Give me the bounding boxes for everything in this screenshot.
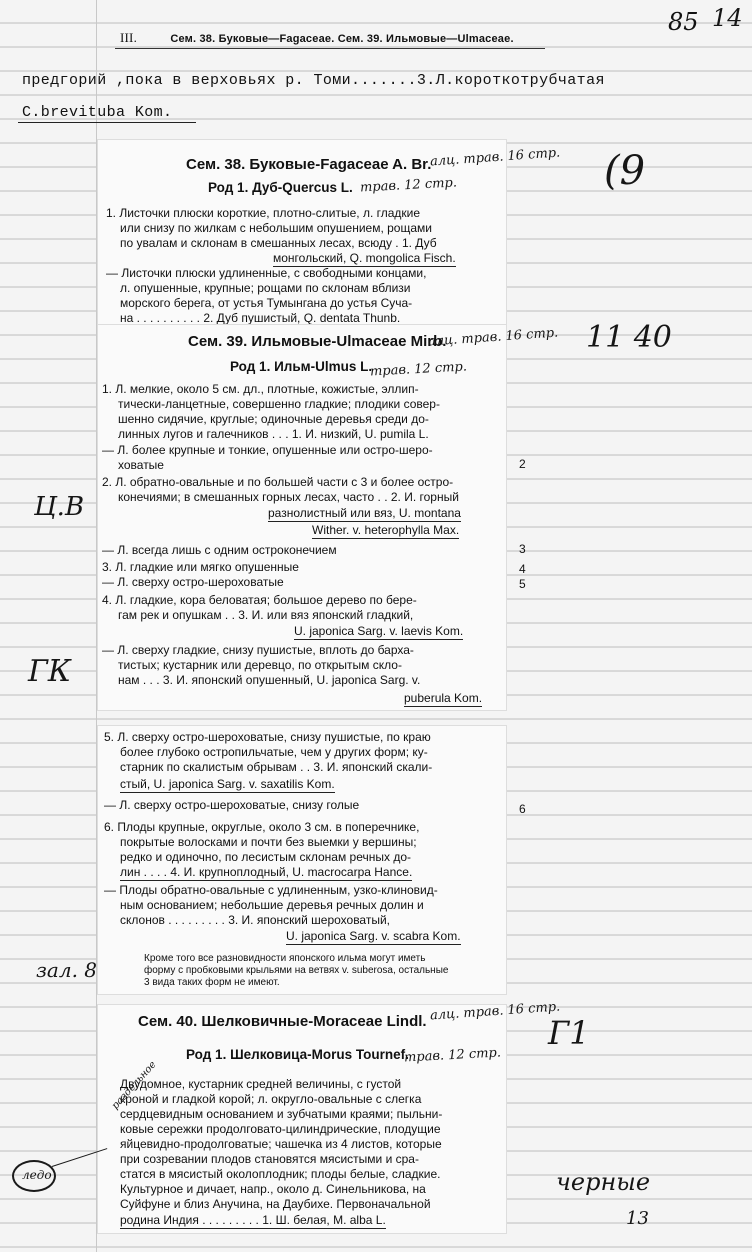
header-family-line: Сем. 38. Буковые—Fagaceae. Сем. 39. Ильмовые—Ulmaceae.: [170, 33, 514, 45]
fagaceae-genus-title: Род 1. Дуб-Quercus L.: [208, 180, 353, 195]
ulmaceae-entry: склонов . . . . . . . . . 3. И. японский шероховатый,: [120, 913, 390, 927]
header-page-roman: III.: [120, 30, 138, 45]
corner-mark: 14: [712, 4, 743, 32]
ref-number: 3: [519, 542, 526, 556]
hand-mark-13: 13: [626, 1208, 649, 1229]
ulmaceae-entry: старник по скалистым обрывам . . 3. И. японский скали-: [120, 760, 433, 774]
ulmaceae-entry: гам рек и опушкам . . 3. И. или вяз японский гладкий,: [118, 608, 414, 622]
clipping-fagaceae: [98, 140, 506, 340]
ulmaceae-note-line: форму с пробковыми крыльями на ветвях v. suberosa, остальные: [144, 965, 449, 976]
moraceae-entry: Двудомное, кустарник средней величины, с густой: [120, 1077, 402, 1091]
fagaceae-entry: л. опушенные, крупные; рощами по склонам вблизи: [120, 281, 411, 295]
hand-mark-rod: раздельное: [109, 1059, 159, 1112]
hand-mark-gk: ГК: [28, 654, 72, 689]
hand-note-moraceae: алц. трав. 16 стр.: [429, 999, 561, 1024]
ulmaceae-family-title: Сем. 39. Ильмовые-Ulmaceae Mirb.: [188, 333, 447, 350]
moraceae-entry: яйцевидно-продолговатые; чашечка из 4 листов, которые: [120, 1137, 442, 1151]
page-number: 85: [668, 8, 699, 36]
page-header: [120, 30, 514, 46]
typed-underline: [18, 122, 196, 123]
hand-mark-top: (9: [604, 148, 646, 194]
ulmaceae-entry: — Л. более крупные и тонкие, опушенные или остро-шеро-: [102, 443, 433, 457]
hand-circle: [12, 1160, 56, 1192]
ulmaceae-entry: — Л. сверху остро-шероховатые, снизу голые: [104, 798, 360, 812]
fagaceae-entry: на . . . . . . . . . . 2. Дуб пушистый, Q. dentata Thunb.: [120, 311, 401, 325]
fagaceae-entry: морского берега, от устья Тумынгана до устья Суча-: [120, 296, 413, 310]
ulmaceae-entry: конечиями; в смешанных горных лесах, часто . . 2. И. горный: [118, 490, 459, 504]
typed-line-1: предгорий ,пока в верховьях р. Томи.......3.Л.короткотрубчатая: [22, 72, 605, 89]
hand-mark-zal: зал. 8: [36, 958, 98, 982]
clipping-ulmaceae-cont: [98, 726, 506, 994]
ulmaceae-entry: шенно сидячие, круглые; одиночные деревья среди до-: [118, 412, 429, 426]
ulmaceae-entry: редко и одиночно, по лесистым склонам речных до-: [120, 850, 412, 864]
fagaceae-entry: или снизу по жилкам с небольшим опушением, рощами: [120, 221, 432, 235]
ref-number: 4: [519, 562, 526, 576]
header-rule: [115, 48, 545, 49]
ulmaceae-entry: U. japonica Sarg. v. scabra Kom.: [286, 929, 461, 943]
moraceae-entry: ковые сережки продолговато-цилиндрические, плодущие: [120, 1122, 441, 1136]
fagaceae-entry: 1. Листочки плюски короткие, плотно-слитые, л. гладкие: [106, 206, 421, 220]
moraceae-entry: при созревании плодов становятся мясистыми и сра-: [120, 1152, 419, 1166]
hand-note-genus-quercus: трав. 12 стр.: [359, 175, 458, 196]
ulmaceae-entry: — Плоды обратно-овальные с удлиненным, узко-клиновид-: [104, 883, 438, 897]
ulmaceae-entry: 1. Л. мелкие, около 5 см. дл., плотные, кожистые, эллип-: [102, 382, 419, 396]
moraceae-entry: сердцевидным основанием и зубчатыми краями; пыльни-: [120, 1107, 443, 1121]
ulmaceae-entry: лин . . . . 4. И. крупноплодный, U. macrocarpa Hance.: [120, 865, 413, 879]
fagaceae-entry: по увалам и склонам в смешанных лесах, всюду . 1. Дуб: [120, 236, 437, 250]
hand-mark-black: черные: [556, 1168, 651, 1196]
ulmaceae-entry: линных лугов и галечников . . . 1. И. низкий, U. pumila L.: [118, 427, 429, 441]
typed-line-2: C.brevituba Kom.: [22, 104, 173, 121]
moraceae-entry: Суйфуне и близ Анучина, на Даубихе. Первоначальной: [120, 1197, 431, 1211]
ulmaceae-entry: — Л. всегда лишь с одним остроконечием: [102, 543, 337, 557]
ulmaceae-entry: стый, U. japonica Sarg. v. saxatilis Kom.: [120, 777, 335, 791]
ulmaceae-entry: Wither. v. heterophylla Max.: [312, 523, 460, 537]
ulmaceae-entry: — Л. сверху гладкие, снизу пушистые, вплоть до барха-: [102, 643, 414, 657]
ulmaceae-entry: покрытые волосками и почти без выемки у вершины;: [120, 835, 417, 849]
moraceae-family-title: Сем. 40. Шелковичные-Moraceae Lindl.: [138, 1013, 427, 1030]
ulmaceae-entry: нам . . . 3. И. японский опушенный, U. japonica Sarg. v.: [118, 673, 421, 687]
moraceae-entry: родина Индия . . . . . . . . . 1. Ш. белая, M. alba L.: [120, 1213, 386, 1227]
ulmaceae-entry: тически-ланцетные, совершенно гладкие; плодики совер-: [118, 397, 440, 411]
hand-note-genus-morus: трав. 12 стр.: [403, 1045, 502, 1066]
ulmaceae-genus-title: Род 1. Ильм-Ulmus L.: [230, 359, 373, 374]
ulmaceae-entry: 2. Л. обратно-овальные и по большей части с 3 и более остро-: [102, 475, 454, 489]
ulmaceae-entry: — Л. сверху остро-шероховатые: [102, 575, 284, 589]
hand-mark-ratio: 11 40: [586, 320, 672, 355]
clipping-ulmaceae: [98, 325, 506, 710]
fagaceae-family-title: Сем. 38. Буковые-Fagaceae A. Br.: [186, 156, 432, 173]
ulmaceae-entry: ховатые: [118, 458, 164, 472]
ulmaceae-entry: более глубоко остропильчатые, чем у других форм; ку-: [120, 745, 428, 759]
moraceae-entry: кроной и гладкой корой; л. округло-овальные с слегка: [120, 1092, 422, 1106]
ulmaceae-entry: 6. Плоды крупные, округлые, около 3 см. в поперечнике,: [104, 820, 420, 834]
moraceae-entry: статся в мясистый околоплодник; плоды белые, сладкие.: [120, 1167, 441, 1181]
ulmaceae-entry: U. japonica Sarg. v. laevis Kom.: [294, 624, 464, 638]
ref-number: 6: [519, 802, 526, 816]
ulmaceae-entry: 5. Л. сверху остро-шероховатые, снизу пушистые, по краю: [104, 730, 431, 744]
ref-number: 5: [519, 577, 526, 591]
fagaceae-entry: монгольский, Q. mongolica Fisch.: [273, 251, 456, 265]
ulmaceae-entry: тистых; кустарник или деревцо, по открытым скло-: [118, 658, 402, 672]
fagaceae-entry: — Листочки плюски удлиненные, с свободными концами,: [106, 266, 427, 280]
hand-mark-circle-text: ледо: [22, 1168, 52, 1182]
ref-number: 2: [519, 457, 526, 471]
ulmaceae-entry: 4. Л. гладкие, кора беловатая; большое дерево по бере-: [102, 593, 417, 607]
moraceae-entry: Культурное и дичает, напр., около д. Синельникова, на: [120, 1182, 426, 1196]
hand-mark-lv: Ц.В: [34, 492, 85, 522]
hand-note-ulmaceae: алц. трав. 16 стр.: [427, 325, 559, 350]
moraceae-genus-title: Род 1. Шелковица-Morus Tournef.: [186, 1047, 409, 1062]
ulmaceae-note-line: Кроме того все разновидности японского ильма могут иметь: [144, 953, 426, 964]
ulmaceae-entry: puberula Kom.: [404, 691, 483, 705]
hand-mark-gm: Г1: [548, 1014, 590, 1052]
clipping-moraceae: [98, 1005, 506, 1233]
ulmaceae-entry: разнолистный или вяз, U. montana: [268, 506, 461, 520]
ulmaceae-note-line: 3 вида таких форм не имеют.: [144, 977, 280, 988]
margin-line: [96, 0, 97, 1252]
ulmaceae-entry: ным основанием; небольшие деревья речных долин и: [120, 898, 424, 912]
hand-note-genus-ulmus: трав. 12 стр.: [369, 359, 468, 380]
hand-note-fagaceae: алц. трав. 16 стр.: [429, 145, 561, 170]
ulmaceae-entry: 3. Л. гладкие или мягко опушенные: [102, 560, 299, 574]
